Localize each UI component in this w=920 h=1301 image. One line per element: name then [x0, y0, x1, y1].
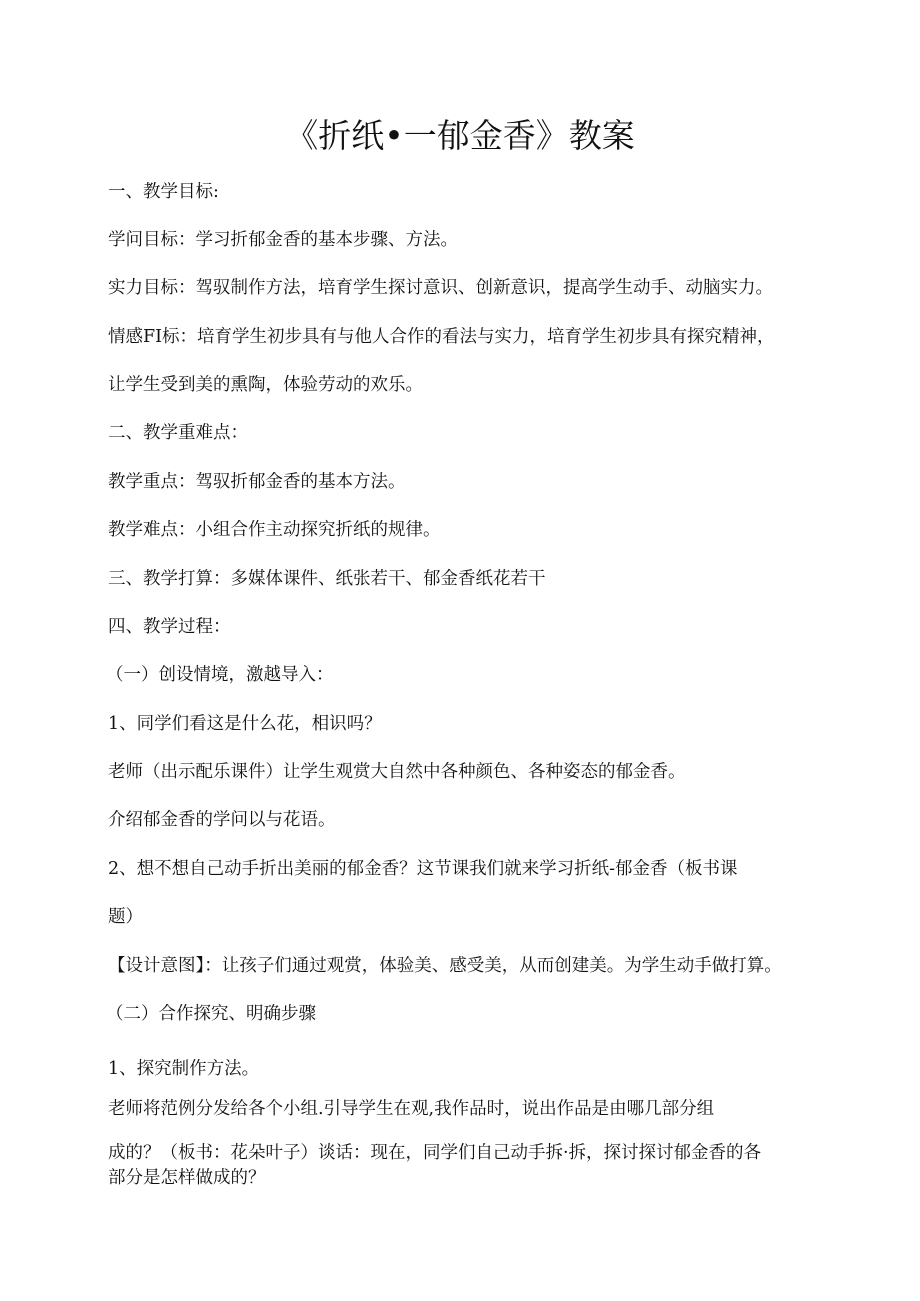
- text-line-step-2: 2、想不想自己动手折出美丽的郁金香？这节课我们就来学习折纸-郁金香（板书课: [108, 859, 738, 879]
- text-line-teacher-distribute-cont: 成的？（板书：花朵叶子）谈话：现在，同学们自己动手拆·拆，探讨探讨郁金香的各: [108, 1143, 762, 1163]
- section-heading-preparation: 三、教学打算：多媒体课件、纸张若干、郁金香纸花若干: [108, 569, 546, 589]
- subsection-heading-intro: （一）创设情境，激越导入：: [106, 665, 334, 685]
- text-line-ability-goal: 实力目标：驾驭制作方法，培育学生探讨意识、创新意识，提高学生动手、动脑实力。: [108, 278, 773, 298]
- text-line-teacher-show: 老师（出示配乐课件）让学生观赏大自然中各种颜色、各种姿态的郁金香。: [108, 762, 686, 782]
- text-line-difficulty: 教学难点：小组合作主动探究折纸的规律。: [108, 520, 441, 540]
- section-heading-objectives: 一、教学目标:: [108, 182, 219, 202]
- text-line-teacher-distribute-end: 部分是怎样做成的？: [108, 1168, 266, 1188]
- text-line-step-2-cont: 题）: [108, 907, 143, 927]
- section-heading-process: 四、教学过程：: [108, 617, 231, 637]
- section-heading-key-points: 二、教学重难点：: [108, 423, 248, 443]
- text-line-emotion-goal-cont: 让学生受到美的熏陶，体验劳动的欢乐。: [108, 375, 423, 395]
- text-line-teacher-distribute: 老师将范例分发给各个小组.引导学生在观,我作品时，说出作品是由哪几部分组: [108, 1099, 715, 1119]
- text-line-design-intent: 【设计意图】：让孩子们通过观赏，体验美、感受美，从而创建美。为学生动手做打算。: [108, 956, 782, 976]
- text-line-emotion-goal: 情感FI标：培育学生初步具有与他人合作的看法与实力，培育学生初步具有探究精神，: [108, 327, 775, 347]
- subsection-heading-explore: （二）合作探究、明确步骤: [106, 1004, 316, 1024]
- text-line-key-point: 教学重点：驾驭折郁金香的基本方法。: [108, 472, 406, 492]
- text-line-explore-method: 1、探究制作方法。: [108, 1059, 260, 1079]
- text-line-knowledge-goal: 学问目标：学习折郁金香的基本步骤、方法。: [108, 230, 458, 250]
- text-line-introduce: 介绍郁金香的学问以与花语。: [108, 810, 336, 830]
- document-title: 《折纸•一郁金香》教案: [285, 116, 635, 155]
- text-line-step-1: 1、同学们看这是什么花，相识吗？: [108, 714, 382, 734]
